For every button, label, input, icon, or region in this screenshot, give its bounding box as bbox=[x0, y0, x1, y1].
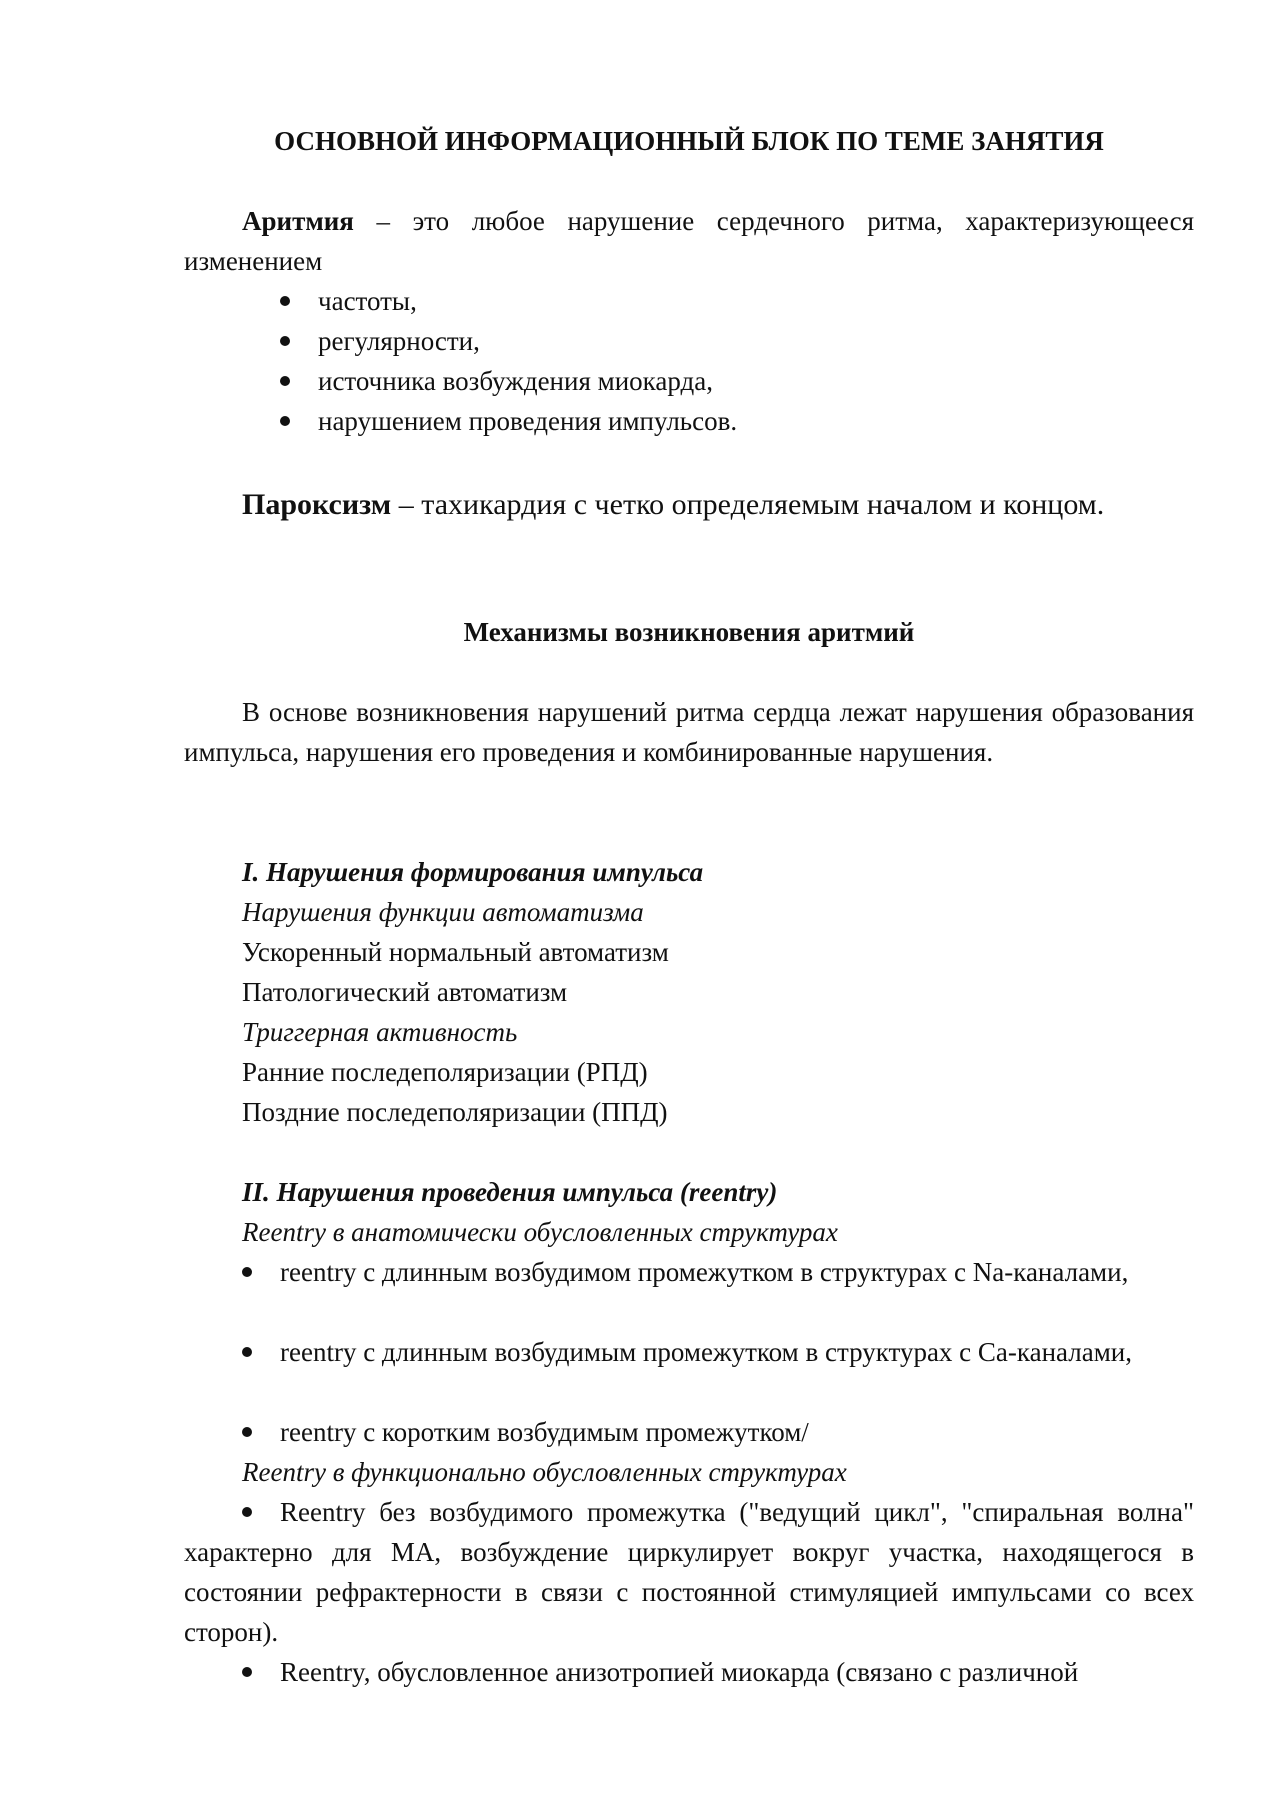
arrhythmia-definition bbox=[184, 201, 1194, 281]
bullet-icon bbox=[280, 376, 290, 386]
mechanisms-heading: Механизмы возникновения аритмий bbox=[463, 617, 915, 647]
bullet-icon bbox=[280, 416, 290, 426]
arrhythmia-item: источника возбуждения миокарда, bbox=[318, 366, 713, 396]
bullet-icon bbox=[280, 296, 290, 306]
section1-line: Нарушения функции автоматизма bbox=[242, 897, 644, 927]
arrhythmia-definition-text: – это любое нарушение сердечного ритма, характеризующееся изменением bbox=[184, 206, 1194, 276]
section1-heading: I. Нарушения формирования импульса bbox=[242, 857, 704, 887]
paroxysm-term: Пароксизм bbox=[242, 488, 392, 521]
section2-heading: II. Нарушения проведения импульса (reentry) bbox=[242, 1177, 778, 1207]
section1-line: Поздние последеполяризации (ППД) bbox=[242, 1097, 668, 1127]
functional-item: Reentry, обусловленное анизотропией миокарда (связано с различной bbox=[280, 1657, 1079, 1687]
functional-item: Reentry без возбудимого промежутка ("ведущий цикл", "спиральная волна" характерно для МА, возбуждение циркулирует вокруг участка, находящегося в состоянии рефрактерности в связи с постоянной стимуляцией импульсами со всех сторон). bbox=[184, 1497, 1194, 1647]
mechanisms-intro: В основе возникновения нарушений ритма сердца лежат нарушения образования импульса, нарушения его проведения и комбинированные нарушения. bbox=[184, 697, 1194, 767]
anatomic-item: reentry с длинным возбудимым промежутком в структурах с Ca-каналами, bbox=[280, 1337, 1133, 1367]
section1-line: Ранние последеполяризации (РПД) bbox=[242, 1057, 648, 1087]
anatomic-heading: Reentry в анатомически обусловленных структурах bbox=[242, 1217, 838, 1247]
page-title: ОСНОВНОЙ ИНФОРМАЦИОННЫЙ БЛОК ПО ТЕМЕ ЗАНЯТИЯ bbox=[274, 126, 1104, 156]
anatomic-item: reentry с коротким возбудимым промежутком/ bbox=[280, 1417, 809, 1447]
anatomic-item: reentry с длинным возбудимом промежутком в структурах с Na-каналами, bbox=[280, 1257, 1129, 1287]
section1-line: Ускоренный нормальный автоматизм bbox=[242, 937, 669, 967]
arrhythmia-item: регулярности, bbox=[318, 326, 480, 356]
section1-line: Триггерная активность bbox=[242, 1017, 518, 1047]
arrhythmia-item: нарушением проведения импульсов. bbox=[318, 406, 738, 436]
arrhythmia-term: Аритмия bbox=[242, 206, 354, 236]
paroxysm-definition-text: – тахикардия с четко определяемым началом и концом. bbox=[391, 488, 1105, 521]
bullet-icon bbox=[280, 336, 290, 346]
section1-line: Патологический автоматизм bbox=[242, 977, 568, 1007]
arrhythmia-item: частоты, bbox=[318, 286, 417, 316]
functional-heading: Reentry в функционально обусловленных структурах bbox=[242, 1457, 847, 1487]
paroxysm-definition bbox=[184, 482, 1194, 528]
